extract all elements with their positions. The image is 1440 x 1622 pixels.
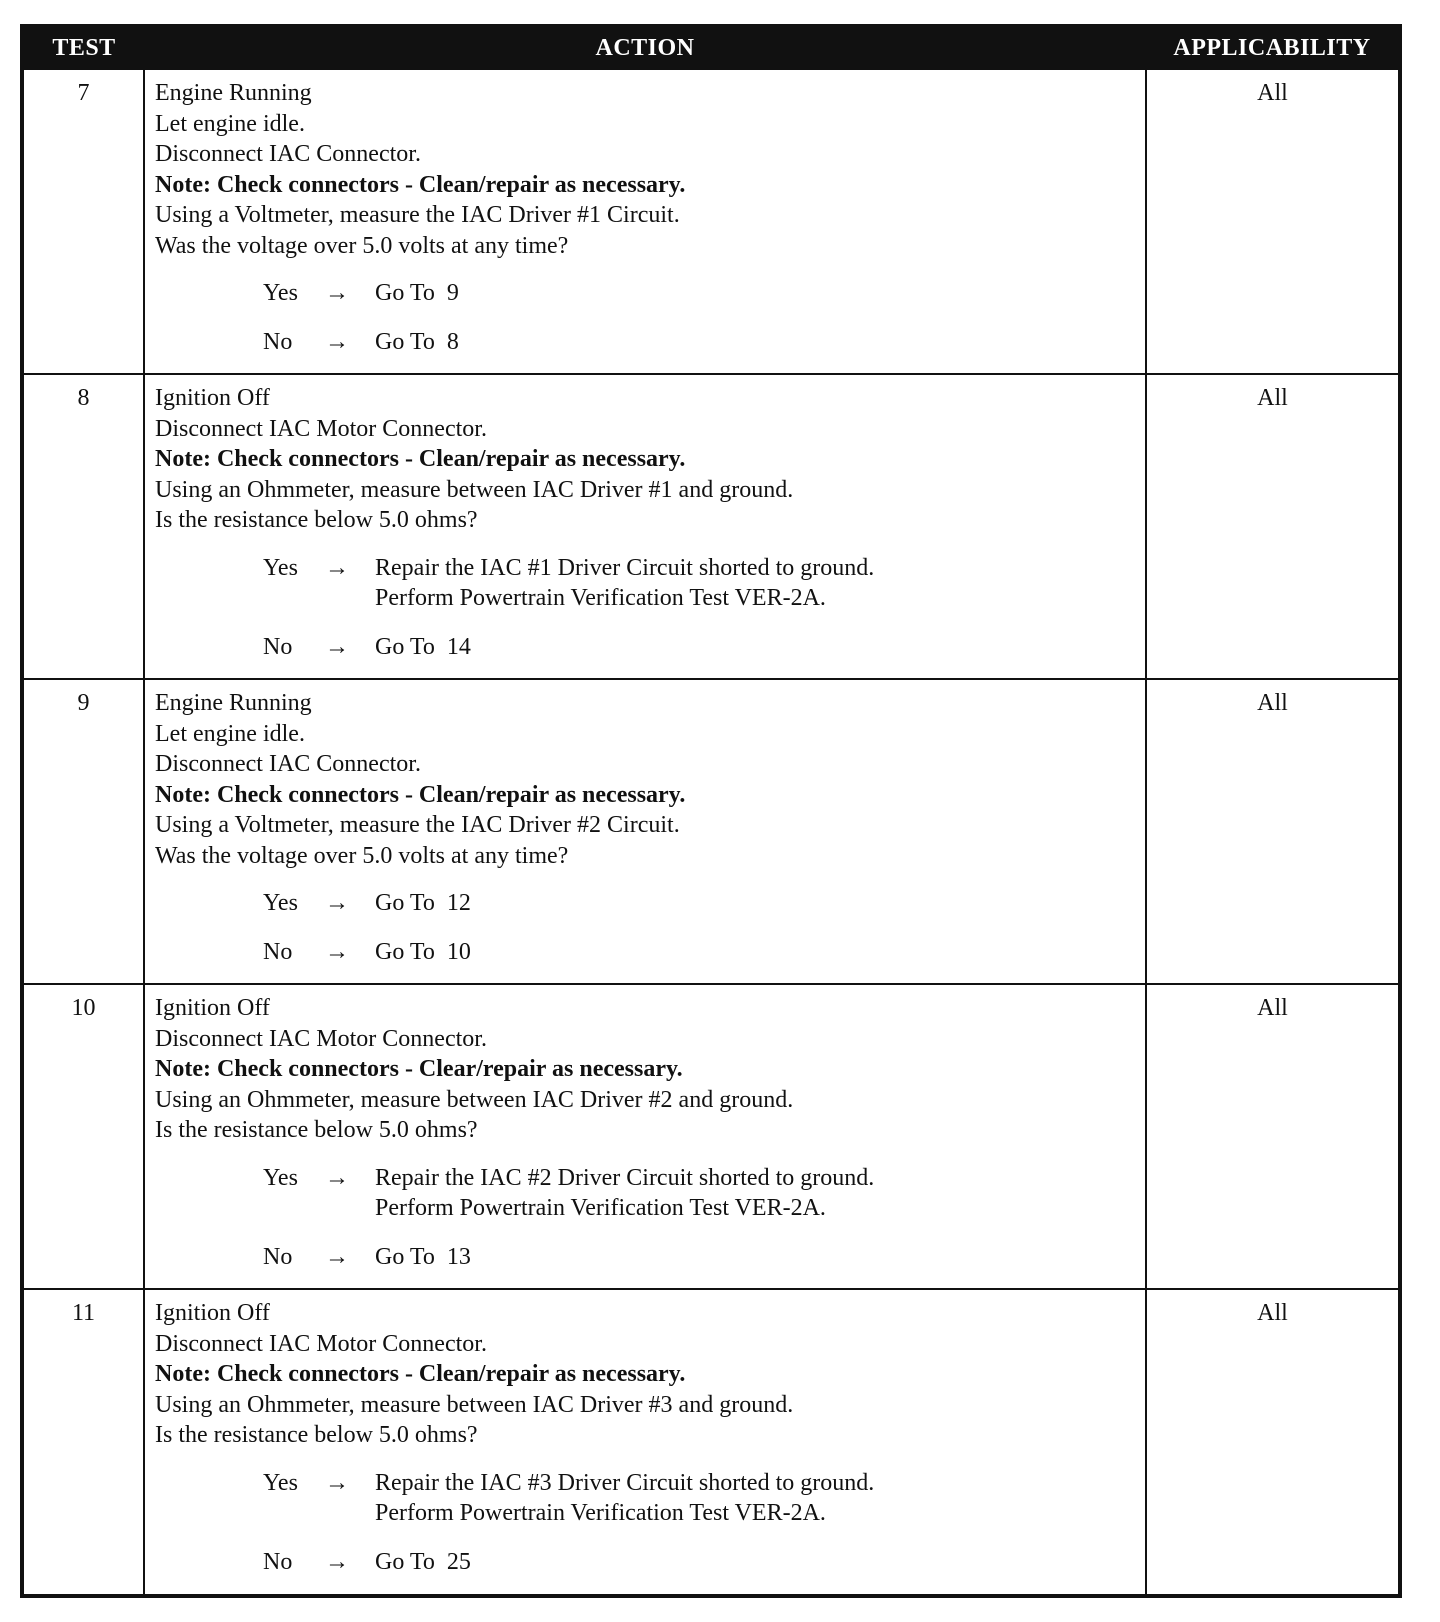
no-label: No xyxy=(263,1243,293,1270)
decision-options xyxy=(155,888,1137,967)
no-result-line: Go To 14 xyxy=(375,633,471,660)
action-line: Is the resistance below 5.0 ohms? xyxy=(155,1422,478,1448)
action-line: Using an Ohmmeter, measure between IAC Driver #2 and ground. xyxy=(155,1086,794,1113)
yes-result-line: Go To 12 xyxy=(375,890,471,916)
no-label: No xyxy=(263,1548,293,1575)
no-result xyxy=(375,327,1137,358)
arrow-right-icon: → xyxy=(325,633,349,660)
no-option xyxy=(263,1242,1137,1273)
yes-option xyxy=(263,553,1137,614)
table-body xyxy=(24,69,1398,1594)
action-note: Note: Check connectors - Clean/repair as necessary. xyxy=(155,171,686,198)
yes-label: Yes xyxy=(263,1469,298,1496)
yes-result xyxy=(375,1163,1137,1224)
arrow-right-icon: → xyxy=(325,890,349,916)
no-result-line: Go To 13 xyxy=(375,1243,471,1270)
table-row xyxy=(24,984,1398,1289)
decision-options xyxy=(155,278,1137,357)
no-option xyxy=(263,937,1137,968)
yes-result xyxy=(375,278,1137,309)
action-line: Ignition Off xyxy=(155,385,270,411)
no-option xyxy=(263,327,1137,358)
yes-option xyxy=(263,278,1137,309)
table-row xyxy=(24,69,1398,374)
test-number: 8 xyxy=(24,374,144,679)
header-action: ACTION xyxy=(144,28,1146,69)
yes-result xyxy=(375,1468,1137,1529)
yes-label: Yes xyxy=(263,554,298,581)
test-table xyxy=(24,28,1398,1594)
table-header xyxy=(24,28,1398,69)
action-note: Note: Check connectors - Clean/repair as necessary. xyxy=(155,781,686,808)
diagnostic-test-table xyxy=(20,24,1402,1598)
no-result-line: Go To 25 xyxy=(375,1548,471,1575)
action-note: Note: Check connectors - Clean/repair as necessary. xyxy=(155,446,686,472)
action-line: Disconnect IAC Motor Connector. xyxy=(155,1025,487,1052)
arrow-right-icon: → xyxy=(325,1164,349,1191)
no-result xyxy=(375,1242,1137,1273)
no-label: No xyxy=(263,938,293,965)
action-line: Ignition Off xyxy=(155,995,270,1021)
test-number: 9 xyxy=(24,679,144,984)
action-line: Using an Ohmmeter, measure between IAC Driver #1 and ground. xyxy=(155,476,794,503)
action-note: Note: Check connectors - Clear/repair as necessary. xyxy=(155,1056,683,1082)
yes-result xyxy=(375,553,1137,614)
action-line: Engine Running xyxy=(155,690,312,716)
header-test: TEST xyxy=(24,28,144,69)
arrow-right-icon: → xyxy=(325,328,349,355)
action-line: Ignition Off xyxy=(155,1300,270,1326)
decision-options xyxy=(155,553,1137,663)
applicability-value: All xyxy=(1146,984,1398,1289)
yes-result xyxy=(375,888,1137,919)
arrow-right-icon: → xyxy=(325,938,349,965)
action-cell xyxy=(144,374,1146,679)
applicability-value: All xyxy=(1146,1289,1398,1594)
decision-options xyxy=(155,1163,1137,1273)
no-result-line: Go To 8 xyxy=(375,328,459,355)
arrow-right-icon: → xyxy=(325,1243,349,1270)
yes-result-line: Repair the IAC #3 Driver Circuit shorted to ground. xyxy=(375,1469,875,1496)
arrow-right-icon: → xyxy=(325,1469,349,1496)
action-line: Disconnect IAC Connector. xyxy=(155,751,421,777)
no-label: No xyxy=(263,633,293,660)
yes-result-line: Perform Powertrain Verification Test VER-2A. xyxy=(375,585,826,611)
no-result xyxy=(375,632,1137,663)
action-cell xyxy=(144,69,1146,374)
applicability-value: All xyxy=(1146,374,1398,679)
yes-label: Yes xyxy=(263,280,298,306)
action-line: Disconnect IAC Connector. xyxy=(155,141,421,167)
no-option xyxy=(263,632,1137,663)
applicability-value: All xyxy=(1146,679,1398,984)
action-line: Let engine idle. xyxy=(155,110,305,137)
yes-result-line: Repair the IAC #1 Driver Circuit shorted to ground. xyxy=(375,554,875,581)
action-cell xyxy=(144,984,1146,1289)
table-row xyxy=(24,374,1398,679)
decision-options xyxy=(155,1468,1137,1578)
yes-option xyxy=(263,1468,1137,1529)
no-option xyxy=(263,1547,1137,1578)
action-line: Using an Ohmmeter, measure between IAC Driver #3 and ground. xyxy=(155,1391,794,1418)
yes-result-line: Perform Powertrain Verification Test VER-2A. xyxy=(375,1195,826,1221)
action-line: Engine Running xyxy=(155,80,312,106)
yes-option xyxy=(263,1163,1137,1224)
action-cell xyxy=(144,679,1146,984)
action-line: Disconnect IAC Motor Connector. xyxy=(155,415,487,442)
action-line: Was the voltage over 5.0 volts at any time? xyxy=(155,842,569,869)
arrow-right-icon: → xyxy=(325,280,349,306)
action-note: Note: Check connectors - Clean/repair as necessary. xyxy=(155,1361,686,1387)
action-line: Disconnect IAC Motor Connector. xyxy=(155,1330,487,1357)
arrow-right-icon: → xyxy=(325,554,349,581)
yes-result-line: Perform Powertrain Verification Test VER-2A. xyxy=(375,1500,826,1526)
action-cell xyxy=(144,1289,1146,1594)
action-line: Is the resistance below 5.0 ohms? xyxy=(155,1117,478,1143)
action-line: Is the resistance below 5.0 ohms? xyxy=(155,507,478,533)
yes-result-line: Go To 9 xyxy=(375,280,459,306)
yes-label: Yes xyxy=(263,1164,298,1191)
no-result xyxy=(375,1547,1137,1578)
action-line: Was the voltage over 5.0 volts at any time? xyxy=(155,232,569,259)
yes-option xyxy=(263,888,1137,919)
yes-result-line: Repair the IAC #2 Driver Circuit shorted to ground. xyxy=(375,1164,875,1191)
table-row xyxy=(24,679,1398,984)
action-line: Using a Voltmeter, measure the IAC Driver #1 Circuit. xyxy=(155,202,680,228)
no-result xyxy=(375,937,1137,968)
test-number: 10 xyxy=(24,984,144,1289)
action-line: Using a Voltmeter, measure the IAC Driver #2 Circuit. xyxy=(155,812,680,838)
test-number: 7 xyxy=(24,69,144,374)
table-row xyxy=(24,1289,1398,1594)
yes-label: Yes xyxy=(263,890,298,916)
no-result-line: Go To 10 xyxy=(375,938,471,965)
arrow-right-icon: → xyxy=(325,1548,349,1575)
no-label: No xyxy=(263,328,293,355)
header-applicability: APPLICABILITY xyxy=(1146,28,1398,69)
test-number: 11 xyxy=(24,1289,144,1594)
action-line: Let engine idle. xyxy=(155,720,305,747)
applicability-value: All xyxy=(1146,69,1398,374)
